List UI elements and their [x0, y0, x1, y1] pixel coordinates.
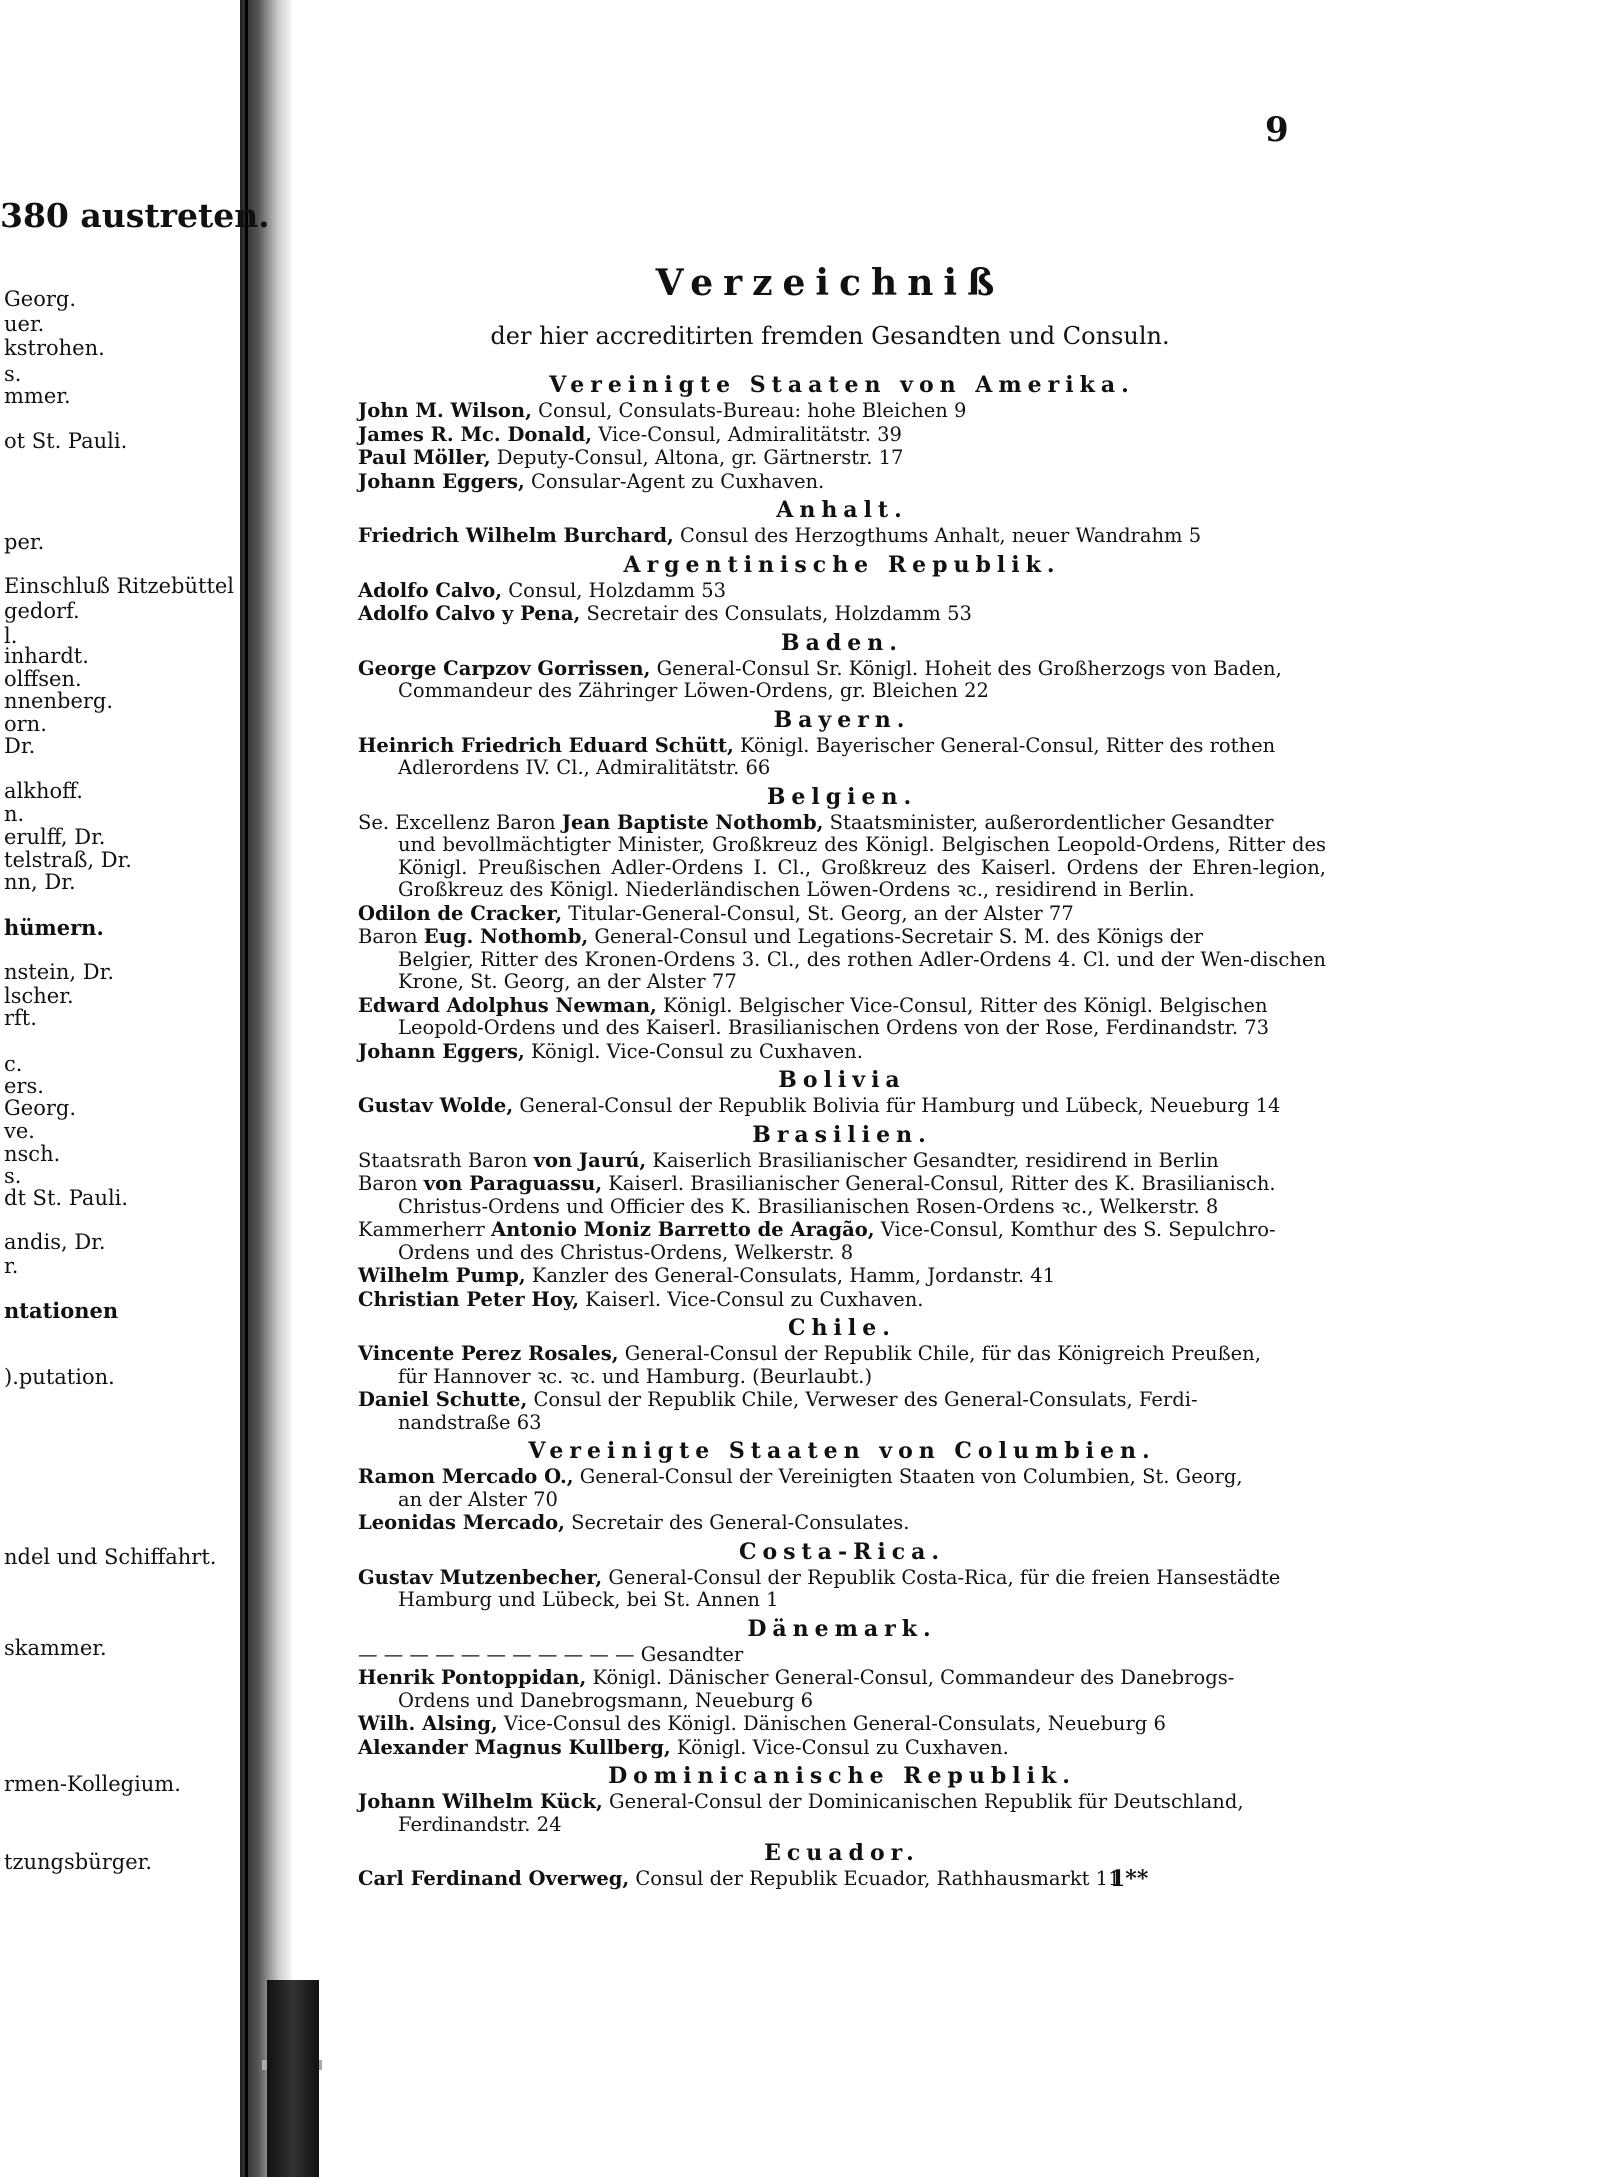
- previous-page-line: alkhoff.: [4, 779, 83, 803]
- entry-description: Consul, Holzdamm 53: [502, 578, 727, 602]
- entry-continuation: Christus-Ordens und Officier des K. Brasilianischen Rosen-Ordens ꝛc., Welkerstr. 8: [398, 1194, 1219, 1218]
- section-heading: Chile.: [788, 1315, 896, 1341]
- entry-name: Wilh. Alsing,: [358, 1712, 498, 1735]
- previous-page-line: uer.: [4, 312, 45, 336]
- entry-name: George Carpzov Gorrissen,: [358, 656, 651, 680]
- entry-name: Paul Möller,: [358, 446, 491, 469]
- section-heading: Bayern.: [773, 706, 911, 733]
- entry-name: John M. Wilson,: [358, 399, 532, 422]
- previous-page-header: 380 austreten.: [0, 196, 270, 235]
- previous-page-line: ve.: [4, 1119, 35, 1143]
- previous-page-line: nsch.: [4, 1142, 61, 1166]
- directory-entry: [358, 424, 1326, 447]
- entry-continuation: Belgier, Ritter des Kronen-Ordens 3. Cl., des rothen Adler-Ordens 4. Cl. und der Wen-dischen Krone, St. Georg, an der Alster 77: [398, 947, 1326, 993]
- entry-name: Leonidas Mercado,: [358, 1511, 565, 1534]
- previous-page-line: telstraß, Dr.: [4, 848, 132, 872]
- previous-page-line: ).putation.: [4, 1365, 115, 1389]
- entry-description: Königl. Vice-Consul zu Cuxhaven.: [670, 1735, 1009, 1759]
- previous-page-line: ntationen: [4, 1298, 119, 1323]
- previous-page-line: s.: [4, 362, 22, 386]
- entry-name: Daniel Schutte,: [358, 1388, 528, 1411]
- entry-prefix: Staatsrath Baron: [358, 1148, 534, 1172]
- previous-page-line: tzungsbürger.: [4, 1850, 153, 1874]
- section-heading: Vereinigte Staaten von Columbien.: [528, 1438, 1156, 1464]
- previous-page-line: hümern.: [4, 915, 104, 940]
- entry-description: Consul der Republik Chile, Verweser des General-Consulats, Ferdi-: [527, 1388, 1198, 1411]
- entry-continuation: an der Alster 70: [398, 1487, 558, 1511]
- section-heading: Belgien.: [766, 783, 918, 810]
- entry-prefix: Se. Excellenz Baron: [358, 810, 562, 834]
- previous-page-line: ot St. Pauli.: [4, 429, 128, 453]
- directory-list: [358, 368, 1326, 1892]
- previous-page-line: nn, Dr.: [4, 870, 76, 894]
- directory-entry: [358, 1791, 1326, 1836]
- section-heading: Bolivia: [778, 1067, 906, 1093]
- directory-entry: [358, 400, 1326, 423]
- directory-entry: [358, 1466, 1326, 1511]
- entry-description: Consul, Consulats-Bureau: hohe Bleichen 9: [531, 399, 967, 422]
- entry-description: Königl. Dänischer General-Consul, Commandeur des Danebrogs-: [586, 1666, 1235, 1689]
- entry-name: Vincente Perez Rosales,: [358, 1342, 619, 1365]
- previous-page-line: rmen-Kollegium.: [4, 1772, 181, 1796]
- previous-page-line: kstrohen.: [4, 336, 105, 360]
- entry-description: General-Consul und Legations-Secretair S. M. des Königs der: [588, 925, 1204, 948]
- directory-entry: [358, 1713, 1326, 1736]
- previous-page-line: nstein, Dr.: [4, 960, 115, 984]
- entry-name: Adolfo Calvo y Pena,: [358, 602, 581, 625]
- previous-page-line: ndel und Schiffahrt.: [4, 1545, 217, 1569]
- previous-page-line: ers.: [4, 1074, 44, 1098]
- entry-description: Kaiserl. Vice-Consul zu Cuxhaven.: [579, 1287, 924, 1311]
- previous-page-fragment: [0, 0, 270, 2177]
- directory-entry: [358, 471, 1326, 494]
- directory-entry: [358, 1389, 1326, 1434]
- previous-page-line: Georg.: [4, 1096, 77, 1120]
- entry-continuation: Ordens und Danebrogsmann, Neueburg 6: [398, 1688, 814, 1712]
- directory-entry: [358, 447, 1326, 470]
- entry-description: Consular-Agent zu Cuxhaven.: [524, 469, 825, 493]
- entry-continuation: Commandeur des Zähringer Löwen-Ordens, gr. Bleichen 22: [398, 679, 989, 702]
- entry-description: Vice-Consul des Königl. Dänischen General-Consulats, Neueburg 6: [497, 1712, 1166, 1735]
- book-gutter-line: [245, 0, 248, 2177]
- previous-page-line: orn.: [4, 712, 47, 736]
- previous-page-line: Georg.: [4, 287, 77, 311]
- entry-description: Secretair des General-Consulates.: [564, 1511, 910, 1534]
- previous-page-line: mmer.: [4, 384, 71, 408]
- entry-name: Wilhelm Pump,: [358, 1264, 526, 1287]
- entry-description: Vice-Consul, Admiralitätstr. 39: [592, 422, 902, 446]
- previous-page-line: olffsen.: [4, 667, 82, 691]
- entry-continuation: nandstraße 63: [398, 1410, 542, 1434]
- previous-page-line: andis, Dr.: [4, 1230, 106, 1254]
- entry-name: Odilon de Cracker,: [358, 901, 563, 925]
- entry-description: Königl. Bayerischer General-Consul, Ritter des rothen: [733, 733, 1276, 757]
- entry-description: General-Consul Sr. Königl. Hoheit des Großherzogs von Baden,: [650, 656, 1282, 680]
- directory-entry: [358, 1041, 1326, 1064]
- entry-description: General-Consul der Republik Chile, für das Königreich Preußen,: [618, 1342, 1261, 1365]
- entry-name: Antonio Moniz Barretto de Aragão,: [490, 1218, 875, 1241]
- directory-entry: [358, 603, 1326, 626]
- entry-continuation: und bevollmächtigter Minister, Großkreuz des Königl. Belgischen Leopold-Ordens, Ritter des Königl. Preußischen Adler-Ordens I. Cl., Großkreuz des Kaiserl. Ordens der Ehren-legion, Großkreuz des Königl. Niederländischen Löwen-Ordens ꝛc., residirend in Berlin.: [398, 833, 1326, 901]
- entry-description: Vice-Consul, Komthur des S. Sepulchro-: [874, 1218, 1276, 1241]
- entry-prefix: — — — — — — — — — — —: [358, 1642, 641, 1666]
- entry-name: Eug. Nothomb,: [423, 925, 589, 948]
- previous-page-line: Dr.: [4, 734, 36, 758]
- entry-description: Staatsminister, außerordentlicher Gesandter: [823, 810, 1274, 834]
- previous-page-line: inhardt.: [4, 644, 89, 668]
- directory-entry: [358, 658, 1326, 703]
- directory-entry: [358, 1265, 1326, 1288]
- entry-continuation: Ferdinandstr. 24: [398, 1812, 562, 1836]
- entry-description: Königl. Vice-Consul zu Cuxhaven.: [524, 1039, 863, 1063]
- entry-name: Johann Wilhelm Kück,: [358, 1790, 603, 1813]
- directory-entry: [358, 525, 1326, 548]
- entry-description: Consul des Herzogthums Anhalt, neuer Wandrahm 5: [673, 524, 1202, 547]
- directory-entry: [358, 1343, 1326, 1388]
- directory-entry: [358, 926, 1326, 994]
- directory-entry: [358, 1173, 1326, 1218]
- section-heading: Dominicanische Republik.: [608, 1763, 1076, 1789]
- directory-entry: [358, 1667, 1326, 1712]
- directory-entry: [358, 1644, 1326, 1667]
- entry-name: Christian Peter Hoy,: [358, 1287, 580, 1311]
- previous-page-line: l.: [4, 624, 18, 648]
- directory-entry: [358, 812, 1326, 902]
- previous-page-line: r.: [4, 1254, 19, 1278]
- entry-description: General-Consul der Dominicanischen Republik für Deutschland,: [602, 1790, 1244, 1813]
- directory-entry: [358, 1567, 1326, 1612]
- previous-page-line: c.: [4, 1052, 23, 1076]
- previous-page-line: lscher.: [4, 984, 74, 1008]
- section-heading: Brasilien.: [752, 1121, 932, 1148]
- previous-page-line: nnenberg.: [4, 689, 114, 713]
- entry-name: Adolfo Calvo,: [358, 578, 503, 602]
- directory-entry: [358, 1219, 1326, 1264]
- section-heading: Dänemark.: [747, 1615, 937, 1642]
- section-heading: Anhalt.: [776, 497, 908, 523]
- entry-continuation: Ordens und des Christus-Ordens, Welkerstr. 8: [398, 1240, 854, 1264]
- directory-entry: [358, 995, 1326, 1040]
- entry-name: Gustav Wolde,: [358, 1094, 514, 1117]
- entry-name: Carl Ferdinand Overweg,: [358, 1867, 630, 1890]
- entry-name: Gustav Mutzenbecher,: [358, 1565, 603, 1589]
- page-title: Verzeichniß: [655, 262, 1005, 304]
- entry-continuation: Hamburg und Lübeck, bei St. Annen 1: [398, 1588, 779, 1611]
- entry-description: Consul der Republik Ecuador, Rathhausmarkt 11: [629, 1867, 1121, 1890]
- section-heading: Ecuador.: [764, 1840, 920, 1866]
- entry-prefix: Baron: [358, 1172, 424, 1195]
- page-number: 9: [1265, 110, 1289, 150]
- directory-entry: [358, 1512, 1326, 1535]
- directory-entry: [358, 1150, 1326, 1173]
- directory-entry: [358, 1289, 1326, 1312]
- printer-signature: 1**: [1110, 1866, 1149, 1892]
- section-heading: Vereinigte Staaten von Amerika.: [549, 372, 1135, 398]
- document-page: [330, 0, 1600, 2177]
- directory-entry: [358, 1737, 1326, 1760]
- directory-entry: [358, 580, 1326, 603]
- previous-page-line: dt St. Pauli.: [4, 1186, 129, 1210]
- previous-page-line: erulff, Dr.: [4, 825, 106, 849]
- entry-name: Henrik Pontoppidan,: [358, 1666, 587, 1689]
- entry-name: von Jaurú,: [533, 1148, 647, 1172]
- entry-name: Heinrich Friedrich Eduard Schütt,: [358, 733, 734, 757]
- previous-page-line: skammer.: [4, 1636, 107, 1660]
- entry-name: Friedrich Wilhelm Burchard,: [358, 524, 674, 547]
- entry-prefix: Kammerherr: [358, 1218, 491, 1241]
- entry-name: Johann Eggers,: [358, 1039, 525, 1063]
- entry-description: General-Consul der Vereinigten Staaten von Columbien, St. Georg,: [573, 1465, 1243, 1488]
- entry-description: Gesandter: [640, 1642, 744, 1666]
- section-heading: Costa-Rica.: [738, 1538, 946, 1565]
- previous-page-line: n.: [4, 802, 25, 826]
- directory-entry: [358, 903, 1326, 926]
- section-heading: Baden.: [781, 629, 903, 656]
- entry-name: Edward Adolphus Newman,: [358, 993, 657, 1017]
- directory-entry: [358, 735, 1326, 780]
- previous-page-line: Einschluß Ritzebüttel: [4, 574, 235, 598]
- entry-description: Kaiserl. Brasilianischer General-Consul, Ritter des K. Brasilianisch.: [602, 1172, 1276, 1195]
- entry-description: General-Consul der Republik Costa-Rica, für die freien Hansestädte: [602, 1565, 1281, 1589]
- entry-name: Alexander Magnus Kullberg,: [358, 1735, 671, 1759]
- entry-description: General-Consul der Republik Bolivia für Hamburg und Lübeck, Neueburg 14: [513, 1094, 1281, 1117]
- entry-description: Deputy-Consul, Altona, gr. Gärtnerstr. 17: [490, 446, 904, 469]
- previous-page-line: gedorf.: [4, 599, 80, 623]
- previous-page-line: rft.: [4, 1006, 37, 1030]
- entry-name: von Paraguassu,: [423, 1172, 603, 1195]
- entry-description: Titular-General-Consul, St. Georg, an der Alster 77: [562, 901, 1074, 925]
- entry-description: Secretair des Consulats, Holzdamm 53: [580, 602, 972, 625]
- bookmark-ribbon: [267, 1980, 319, 2177]
- entry-name: Johann Eggers,: [358, 469, 525, 493]
- entry-description: Kanzler des General-Consulats, Hamm, Jordanstr. 41: [525, 1264, 1056, 1287]
- entry-continuation: für Hannover ꝛc. ꝛc. und Hamburg. (Beurlaubt.): [398, 1364, 873, 1388]
- section-heading: Argentinische Republik.: [623, 551, 1061, 578]
- entry-continuation: Adlerordens IV. Cl., Admiralitätstr. 66: [398, 756, 771, 779]
- entry-description: Kaiserlich Brasilianischer Gesandter, residirend in Berlin: [646, 1148, 1219, 1172]
- entry-name: Jean Baptiste Nothomb,: [561, 810, 824, 834]
- entry-continuation: Leopold-Ordens und des Kaiserl. Brasilianischen Ordens von der Rose, Ferdinandstr. 73: [398, 1016, 1270, 1039]
- entry-description: Königl. Belgischer Vice-Consul, Ritter des Königl. Belgischen: [656, 993, 1268, 1017]
- directory-entry: [358, 1868, 1326, 1891]
- page-subtitle: der hier accreditirten fremden Gesandten und Consuln.: [490, 322, 1170, 350]
- entry-prefix: Baron: [358, 925, 424, 948]
- entry-name: Ramon Mercado O.,: [358, 1465, 574, 1488]
- previous-page-line: s.: [4, 1164, 22, 1188]
- directory-entry: [358, 1095, 1326, 1118]
- entry-name: James R. Mc. Donald,: [358, 422, 593, 446]
- previous-page-line: per.: [4, 530, 45, 554]
